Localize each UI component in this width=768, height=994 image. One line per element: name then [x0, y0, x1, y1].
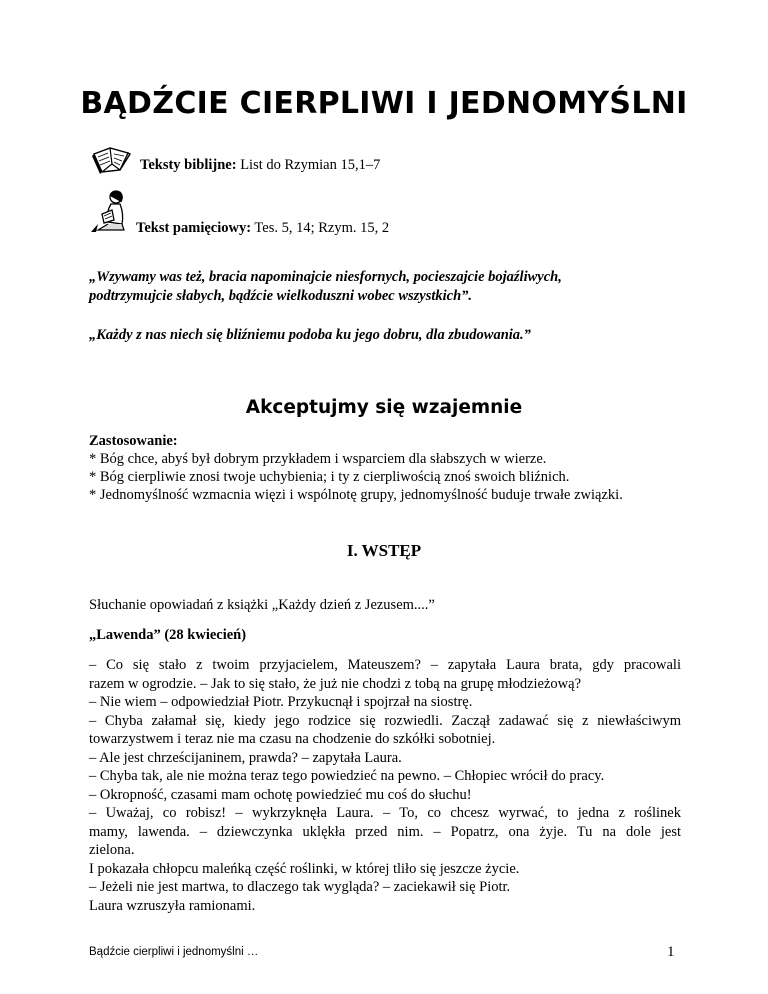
story-line: – Okropność, czasami mam ochotę powiedzieć mu coś do słuchu!	[89, 786, 472, 803]
memory-text-line	[136, 220, 389, 237]
story-line: zielona.	[89, 842, 135, 858]
story-line: – Ale jest chrześcijaninem, prawda? – zapytała Laura.	[89, 749, 402, 766]
story-line: mamy, lawenda. – dziewczynka uklękła przed nim. – Popatrz, ona żyje. Tu na dole jest	[89, 823, 681, 840]
story-line: Laura wzruszyła ramionami.	[89, 897, 256, 914]
page-title: BĄDŹCIE CIERPLIWI I JEDNOMYŚLNI	[80, 86, 688, 121]
application-item-2: * Bóg cierpliwie znosi twoje uchybienia; i ty z cierpliwością znoś swoich bliźnich.	[89, 469, 570, 485]
story-line: – Co się stało z twoim przyjacielem, Mateuszem? – zapytała Laura brata, gdy pracowali	[89, 657, 681, 673]
application-item-3: * Jednomyślność wzmacnia więzi i wspólnotę grupy, jednomyślność buduje trwałe związki.	[89, 487, 623, 503]
memory-text-value: Tes. 5, 14; Rzym. 15, 2	[251, 220, 390, 236]
memory-quote-1	[89, 268, 689, 306]
story-line: – Chyba tak, ale nie można teraz tego powiedzieć na pewno. – Chłopiec wrócił do pracy.	[89, 768, 605, 784]
bible-texts-value: List do Rzymian 15,1–7	[236, 157, 381, 173]
memory-quote-2: „Każdy z nas niech się bliźniemu podoba ku jego dobru, dla zbudowania.”	[89, 327, 531, 343]
story-line: towarzystwem i teraz nie ma czasu na chodzenie do szkółki sobotniej.	[89, 731, 496, 747]
story-line: – Uważaj, co robisz! – wykrzyknęła Laura. – To, co chcesz wyrwać, to jedna z roślinek	[89, 805, 681, 821]
story-line: – Chyba załamał się, kiedy jego rodzice się rozwiedli. Zaczął zadawać się z niewłaściwym	[89, 712, 681, 729]
quote-1-line-1: „Wzywamy was też, bracia napominajcie niesfornych, pocieszajcie bojaźliwych,	[89, 269, 562, 285]
quote-1-line-2: podtrzymujcie słabych, bądźcie wielkoduszni wobec wszystkich”.	[89, 288, 473, 304]
story-line: I pokazała chłopcu maleńką część roślinki, w której tliło się jeszcze życie.	[89, 860, 520, 877]
bible-texts-label: Teksty biblijne:	[140, 157, 237, 173]
open-book-icon	[90, 140, 132, 176]
story-title: „Lawenda” (28 kwiecień)	[89, 627, 247, 643]
application-block	[89, 432, 689, 504]
application-heading: Zastosowanie:	[89, 433, 178, 449]
reading-girl-icon	[88, 188, 134, 234]
footer-text: Bądźcie cierpliwi i jednomyślni …	[89, 946, 259, 958]
memory-text-label: Tekst pamięciowy:	[136, 220, 252, 236]
bible-texts-line	[140, 157, 380, 174]
story-line: razem w ogrodzie. – Jak to się stało, że już nie chodzi z tobą na grupę młodzieżową?	[89, 675, 582, 692]
section-heading: I. WSTĘP	[346, 541, 422, 560]
page-number: 1	[667, 944, 675, 960]
application-item-1: * Bóg chce, abyś był dobrym przykładem i wsparciem dla słabszych w wierze.	[89, 451, 547, 467]
story-line: – Nie wiem – odpowiedział Piotr. Przykucnął i spojrzał na siostrę.	[89, 694, 473, 710]
story-text	[89, 656, 681, 915]
story-line: – Jeżeli nie jest martwa, to dlaczego tak wygląda? – zaciekawił się Piotr.	[89, 879, 511, 895]
intro-line: Słuchanie opowiadań z książki „Każdy dzień z Jezusem....”	[89, 597, 435, 613]
lesson-subtitle: Akceptujmy się wzajemnie	[245, 397, 523, 418]
